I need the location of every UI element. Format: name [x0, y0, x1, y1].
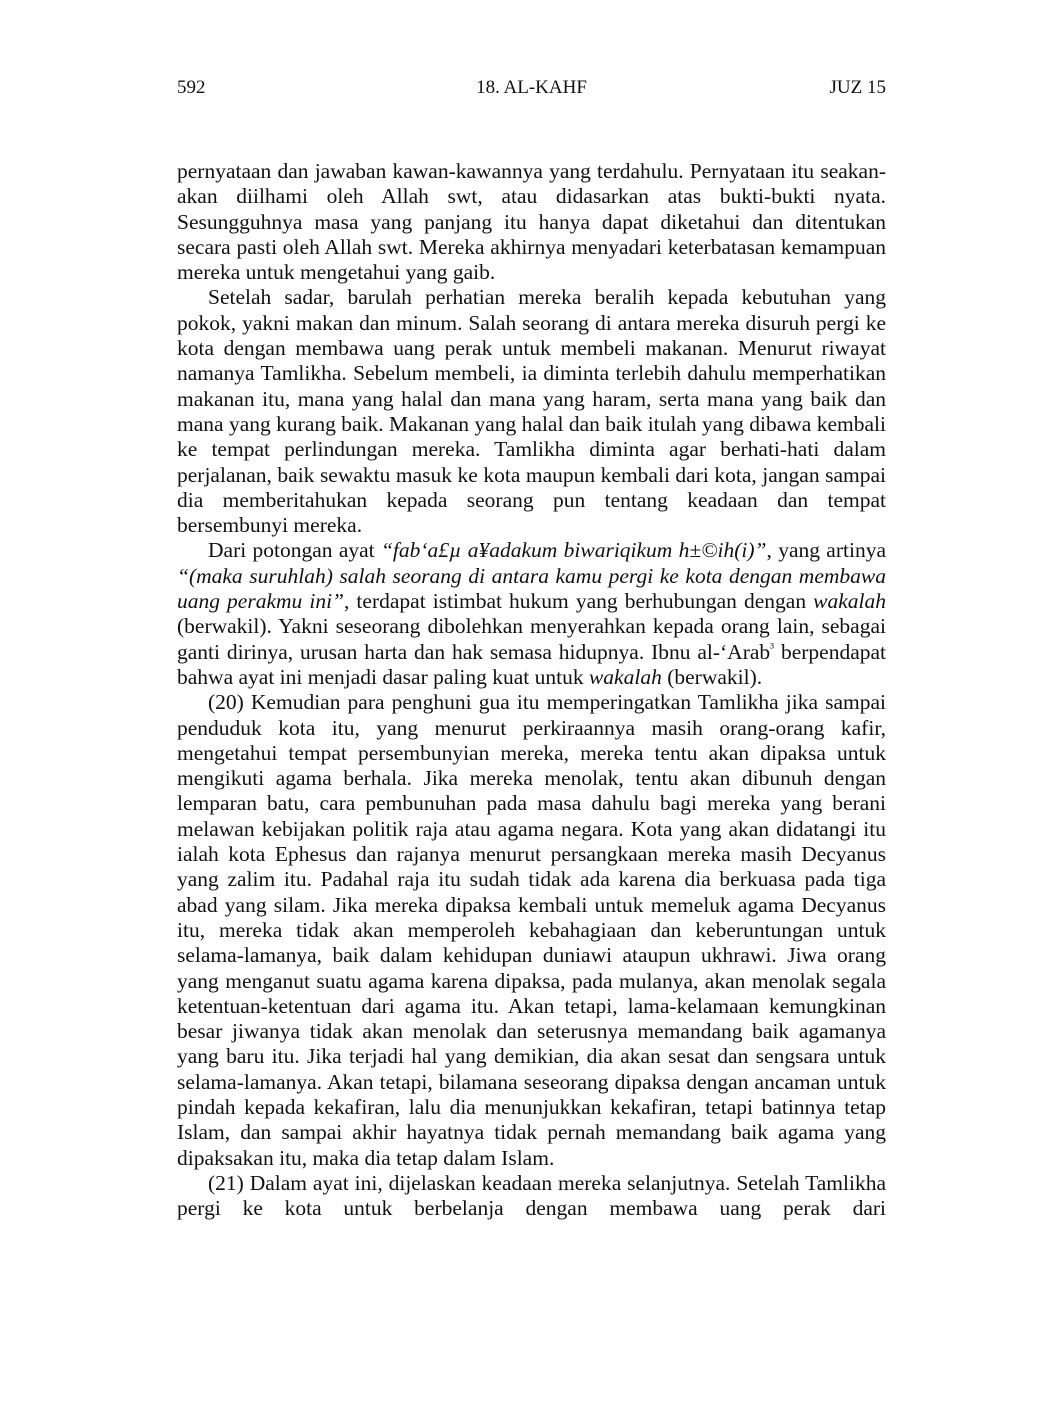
paragraph-3-text-3: , terdapat istimbat hukum yang berhubungan dengan [344, 589, 814, 614]
paragraph-3 [177, 538, 886, 690]
paragraph-3-text-6: (berwakil). [661, 664, 763, 689]
ayat-translation: “(maka suruhlah) salah seorang di antara kamu pergi ke kota dengan membawa uang perakmu ini” [177, 563, 886, 614]
term-wakalah: wakalah [813, 589, 886, 614]
page-header [177, 76, 886, 100]
paragraph-4: (20) Kemudian para penghuni gua itu memperingatkan Tamlikha jika sampai penduduk kota itu, yang menurut perkiraannya masih orang-orang kafir, mengetahui tempat persembunyian mereka, mereka tentu akan dipaksa untuk mengikuti agama berhala. Jika mereka menolak, tentu akan dibunuh dengan lemparan batu, cara pembunuhan pada masa dahulu bagi mereka yang berani melawan kebijakan politik raja atau agama negara. Kota yang akan didatangi itu ialah kota Ephesus dan rajanya menurut persangkaan mereka masih Decyanus yang zalim itu. Padahal raja itu sudah tidak ada karena dia berkuasa pada tiga abad yang silam. Jika mereka dipaksa kembali untuk memeluk agama Decyanus itu, mereka tidak akan memperoleh kebahagiaan dan keberuntungan untuk selama-lamanya, baik dalam kehidupan duniawi ataupun ukhrawi. Jiwa orang yang menganut suatu agama karena dipaksa, pada mulanya, akan menolak segala ketentuan-ketentuan dari agama itu. Akan tetapi, lama-kelamaan kemungkinan besar jiwanya tidak akan menolak dan seterusnya memandang baik agamanya yang baru itu. Jika terjadi hal yang demikian, dia akan sesat dan sengsara untuk selama-lamanya. Akan tetapi, bilamana seseorang dipaksa dengan ancaman untuk pindah kepada kekafiran, lalu dia menunjukkan kekafiran, tetapi batinnya tetap Islam, dan sampai akhir hayatnya tidak pernah memandang baik agama yang dipaksakan itu, maka dia tetap dalam Islam. [177, 690, 886, 1170]
term-wakalah-2: wakalah [588, 664, 662, 689]
chapter-title: 18. AL-KAHF [476, 77, 587, 98]
page-number: 592 [177, 77, 206, 98]
paragraph-3-text-5: berpendapat bahwa ayat ini menjadi dasar paling kuat untuk [177, 639, 887, 689]
paragraph-2: Setelah sadar, barulah perhatian mereka beralih kepada kebutuhan yang pokok, yakni makan dan minum. Salah seorang di antara mereka disuruh pergi ke kota dengan membawa uang perak untuk membeli makanan. Menurut riwayat namanya Tamlikha. Sebelum membeli, ia diminta terlebih dahulu memperhatikan makanan itu, mana yang halal dan mana yang haram, serta mana yang baik dan mana yang kurang baik. Makanan yang halal dan baik itulah yang dibawa kembali ke tempat perlindungan mereka. Tamlikha diminta agar berhati-hati dalam perjalanan, baik sewaktu masuk ke kota maupun kembali dari kota, jangan sampai dia memberitahukan kepada seorang pun tentang keadaan dan tempat bersembunyi mereka. [177, 285, 886, 538]
paragraph-5: (21) Dalam ayat ini, dijelaskan keadaan mereka selanjutnya. Setelah Tamlikha pergi ke kota untuk berbelanja dengan membawa uang perak dari [177, 1170, 886, 1221]
juz-label: JUZ 15 [829, 77, 886, 98]
paragraph-3-text-2: , yang artinya [766, 538, 886, 563]
paragraph-3-text-1: Dari potongan ayat [208, 538, 381, 563]
ayat-transliteration: “fab‘a£µ a¥adakum biwariqikum h±©ih(i)” [380, 538, 767, 563]
body-text [177, 159, 886, 1221]
paragraph-1: pernyataan dan jawaban kawan-kawannya yang terdahulu. Pernyataan itu seakan-akan diilhami oleh Allah swt, atau didasarkan atas bukti-bukti nyata. Sesungguhnya masa yang panjang itu hanya dapat diketahui dan ditentukan secara pasti oleh Allah swt. Mereka akhirnya menyadari keterbatasan kemampuan mereka untuk mengetahui yang gaib. [177, 159, 886, 285]
paragraph-3-text-4: (berwakil). Yakni seseorang dibolehkan menyerahkan kepada orang lain, sebagai ganti dirinya, urusan harta dan hak semasa hidupnya. Ibnu al-‘Arab [177, 614, 886, 664]
footnote-marker: ³ [770, 639, 775, 655]
